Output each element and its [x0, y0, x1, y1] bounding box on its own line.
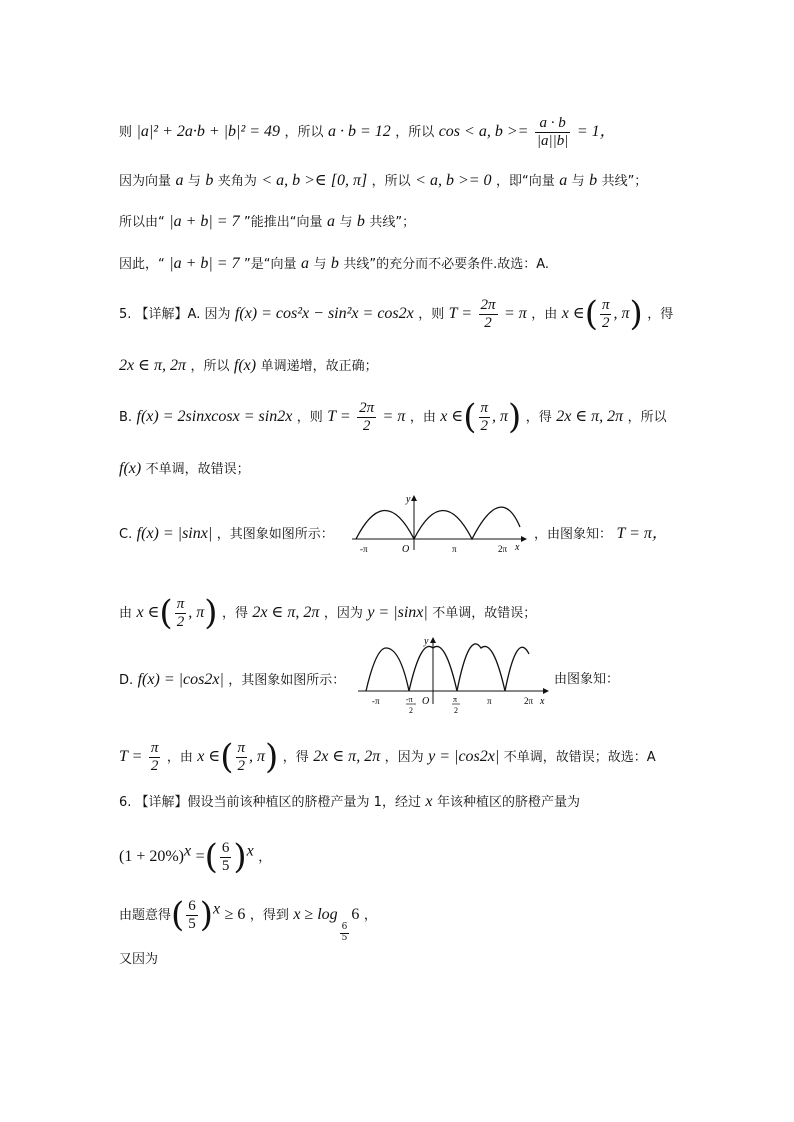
- tick-neg-pi: -π: [372, 696, 380, 706]
- tick-half-pi-den: 2: [454, 706, 458, 715]
- math-expr: cos < a, b >=: [438, 123, 529, 140]
- tick-2pi: 2π: [498, 544, 508, 554]
- math-expr: < a, b >∈ [0, π]: [261, 172, 368, 189]
- math-expr: |a|² + 2a·b + |b|² = 49: [136, 123, 281, 140]
- line-4: 因此，“ |a + b| = 7 ”是“向量 a 与 b 共线”的充分而不必要条件.故选：A.: [119, 255, 550, 272]
- origin-label: O: [422, 696, 430, 707]
- tick-neg-half-pi-num: -π: [406, 695, 413, 704]
- math-expr: = 1，: [576, 123, 616, 140]
- line-7: B. f(x) = 2sinxcosx = sin2x ，则 T = $\frac{2\pi}{2}$ = π ，由 x ∈( $\frac{\pi}{2}$ , π) ，得 2x ∈ π, 2π ，所以: [119, 397, 667, 437]
- tick-neg-half-pi-den: 2: [409, 706, 413, 715]
- line-3: 所以由“ |a + b| = 7 ”能推出“向量 a 与 b 共线”；: [119, 213, 416, 230]
- graph-abs-sin: [350, 492, 530, 554]
- line-9b: ，由图象知： T = π，: [534, 525, 668, 542]
- line-10: 由 x ∈( $\frac{\pi}{2}$ , π) ，得 2x ∈ π, 2π ，因为 y = |sinx| 不单调，故错误；: [119, 593, 537, 633]
- line-16: 又因为: [119, 952, 159, 967]
- math-expr: |a + b| = 7: [169, 255, 240, 272]
- line-12: T = $\frac{\pi}{2}$ ，由 x ∈( $\frac{\pi}{2}$ , π) ，得 2x ∈ π, 2π ，因为 y = |cos2x| 不单调，故错误；故选：A: [119, 737, 656, 777]
- tick-neg-pi: -π: [360, 544, 368, 554]
- line-9: C. f(x) = |sinx| ，其图象如图所示：: [119, 525, 334, 542]
- fraction: $\frac{a \cdot b}{|a||b|}$: [536, 115, 569, 149]
- line-2: 因为向量 a 与 b 夹角为 < a, b >∈ [0, π] ，所以 < a, b >= 0 ，即“向量 a 与 b 共线”；: [119, 172, 648, 189]
- tick-half-pi-num: π: [453, 695, 458, 704]
- math-expr: < a, b >= 0: [415, 172, 492, 189]
- line-15: 由题意得( $\frac{6}{5}$ )$^x$ ≥ 6 ，得到 x ≥ log $_{\frac{6}{5}}$ 6 ，: [119, 895, 377, 943]
- graph-abs-cos2x: [356, 634, 552, 718]
- line-5: 5. 【详解】A. 因为 f(x) = cos²x − sin²x = cos2x ，则 T = $\frac{2\pi}{2}$ = π ，由 x ∈( $\frac{\pi}{2}$ , π) ，得: [119, 294, 674, 334]
- line-13: 6. 【详解】假设当前该种植区的脐橙产量为 1，经过 x 年该种植区的脐橙产量为: [119, 793, 580, 810]
- line-6: 2x ∈ π, 2π ，所以 f(x) 单调递增，故正确；: [119, 357, 378, 374]
- origin-label: O: [402, 544, 410, 554]
- line-8: f(x) 不单调，故错误；: [119, 460, 250, 477]
- curve-abs-sinx: [356, 507, 520, 539]
- y-label: y: [406, 494, 411, 505]
- math-expr: a · b = 12: [327, 123, 391, 140]
- line-11: D. f(x) = |cos2x| ，其图象如图所示：: [119, 671, 346, 688]
- line-1: 则 |a|² + 2a·b + |b|² = 49 ，所以 a · b = 12 ，所以 cos < a, b >= $\frac{a \cdot b}{|a||b|}$ = 1，: [119, 115, 616, 149]
- tick-pi: π: [487, 696, 492, 706]
- tick-2pi: 2π: [524, 696, 534, 706]
- math-expr: |a + b| = 7: [169, 213, 240, 230]
- tick-pi: π: [452, 544, 457, 554]
- line-14: $(1 + 20\%)^x$ =( $\frac{6}{5}$ )$^x$ ，: [119, 837, 272, 877]
- x-label: x: [540, 696, 545, 707]
- line-11b: 由图象知：: [554, 672, 620, 687]
- curve-abs-cos2x: [366, 644, 529, 691]
- x-label: x: [515, 542, 520, 553]
- y-label: y: [424, 636, 429, 647]
